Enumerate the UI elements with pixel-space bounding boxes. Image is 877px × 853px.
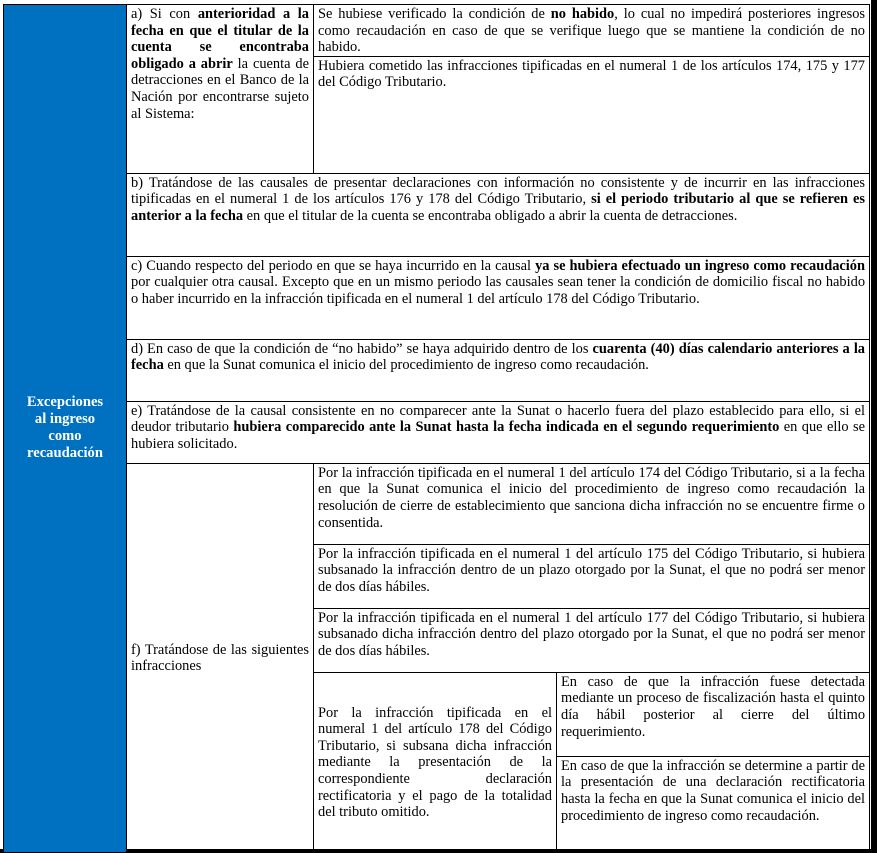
clause-e-text: en que ello se hubiera solicitado.: [131, 419, 865, 452]
clause-c-bold: ya se hubiera efectuado un ingreso como recaudación: [535, 257, 866, 274]
clause-d-text: en que la Sunat comunica el inicio del procedimiento de ingreso como recaudación.: [163, 357, 649, 374]
clause-a-label: [127, 5, 314, 174]
clause-e-text: e) Tratándose de la causal consistente en no comparecer ante la Sunat o hacerlo fuera del plazo establecido para ello, si el deudor tributario: [131, 402, 866, 436]
clause-a-item-text: Hubiera cometido las infracciones tipificadas en el numeral 1 de los artículos 174, 175 y 177 del Código Tributario.: [318, 57, 866, 91]
clause-f-item-art175: [314, 544, 870, 608]
clause-f-label: [127, 463, 314, 852]
side-label-line: al ingreso: [34, 411, 96, 428]
clause-d: [127, 339, 870, 401]
side-label-line: recaudación: [27, 445, 103, 462]
clause-f-text: f) Tratándose de las siguientes infracciones: [131, 641, 309, 675]
clause-a-item-text: , lo cual no impedirá posteriores ingresos como recaudación en caso de que se verifique luego que se mantiene la condición de no habido.: [318, 6, 866, 56]
clause-a-item-bold: no habido: [550, 6, 615, 22]
art178-case-fiscalizacion: [557, 672, 870, 756]
clause-b: [127, 173, 870, 256]
clause-a-item-no-habido: [314, 5, 870, 57]
clause-a-text: a) Si con: [131, 6, 198, 22]
clause-c: [127, 256, 870, 339]
clause-d-text: d) En caso de que la condición de “no habido” se haya adquirido dentro de los: [131, 340, 593, 357]
side-label-line: como: [48, 428, 82, 445]
exceptions-table: [3, 4, 870, 853]
clause-f-item-art178: [314, 672, 557, 852]
side-header-exceptions: [4, 5, 127, 853]
clause-f-item-text: Por la infracción tipificada en el numeral 1 del artículo 177 del Código Tributario, si hubiera subsanado dicha infracción dentro del plazo otorgado por la Sunat, el que no podrá ser menor de dos días hábiles.: [318, 609, 866, 659]
clause-a-item-infracciones: [314, 56, 870, 173]
clause-a-item-text: Se hubiese verificado la condición de: [318, 6, 551, 22]
clause-e-bold: hubiera comparecido ante la Sunat hasta la fecha indicada en el segundo requerimiento: [233, 419, 780, 436]
clause-a-text: la cuenta de detracciones en el Banco de la Nación por encontrarse sujeto al Sistema:: [131, 55, 309, 122]
art178-case-text: En caso de que la infracción se determine a partir de la presentación de una declaración rectificatoria hasta la fecha en que la Sunat comunica el inicio del procedimiento de ingreso como recaudación.: [561, 757, 866, 824]
clause-c-text: c) Cuando respecto del periodo en que se haya incurrido en la causal: [131, 257, 536, 274]
clause-b-text: b) Tratándose de las causales de presentar declaraciones con información no consistente y de incurrir en las infracciones tipificadas en el numeral 1 de los artículos 176 y 178 del Código Tributario,: [131, 174, 866, 208]
clause-d-bold: cuarenta (40) días calendario anteriores a la fecha: [131, 340, 866, 374]
clause-a-bold: anterioridad a la fecha en que el titular de la cuenta se encontraba obligado a abrir: [131, 6, 309, 72]
clause-f-item-art174: [314, 463, 870, 544]
clause-f-item-text: Por la infracción tipificada en el numeral 1 del artículo 175 del Código Tributario, si hubiera subsanado la infracción dentro de un plazo otorgado por la Sunat, el que no podrá ser menor de dos días hábiles.: [318, 545, 866, 595]
clause-f-item-art177: [314, 608, 870, 672]
side-label-line: Excepciones: [26, 394, 104, 411]
art178-case-text: En caso de que la infracción fuese detectada mediante un proceso de fiscalización hasta el quinto día hábil posterior al cierre del último requerimiento.: [561, 673, 866, 740]
clause-f-item-text: Por la infracción tipificada en el numeral 1 del artículo 174 del Código Tributario, si a la fecha en que la Sunat comunica el inicio del procedimiento de ingreso como recaudación la resolución de cierre de establecimiento que sanciona dicha infracción no se encuentre firme o consentida.: [318, 464, 866, 531]
clause-c-text: por cualquier otra causal. Excepto que en un mismo periodo las causales sean tener la condición de domicilio fiscal no habido o haber incurrido en la infracción tipificada en el numeral 1 del artículo 178 del Código Tributario.: [131, 274, 866, 307]
art178-case-rectificatoria: [557, 756, 870, 852]
clause-b-text: en que el titular de la cuenta se encontraba obligado a abrir la cuenta de detracciones.: [243, 207, 738, 224]
clause-f-art178-text: Por la infracción tipificada en el numeral 1 del artículo 178 del Código Tributario, si subsana dicha infracción mediante la presentación de la correspondiente declaración rectificatoria y el pago de la totalidad del tributo omitido.: [318, 704, 552, 821]
clause-e: [127, 401, 870, 463]
clause-b-bold: si el periodo tributario al que se refieren es anterior a la fecha: [131, 191, 866, 224]
